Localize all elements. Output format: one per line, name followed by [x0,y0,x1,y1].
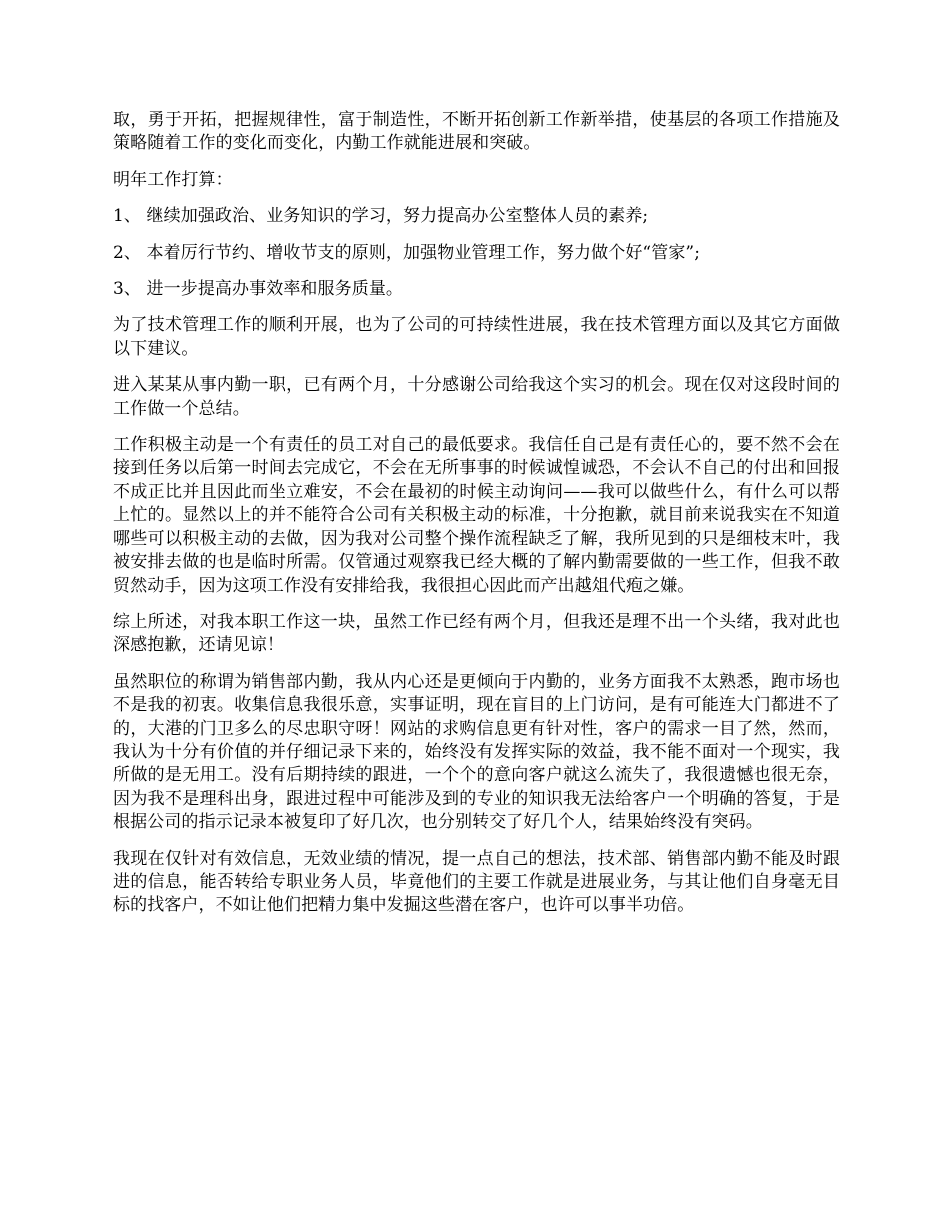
list-number: 3、 [113,279,147,300]
paragraph: 综上所述，对我本职工作这一块，虽然工作已经有两个月，但我还是理不出一个头绪，我对此也深感抱歉，还请见谅！ [113,611,840,656]
paragraph: 虽然职位的称谓为销售部内勤，我从内心还是更倾向于内勤的，业务方面我不太熟悉，跑市场也不是我的初衷。收集信息我很乐意，实事证明，现在盲目的上门访问，是有可能连大门都进不了的，大港的门卫多么的尽忠职守呀！网站的求购信息更有针对性，客户的需求一目了然，然而，我认为十分有价值的并仔细记录下来的，始终没有发挥实际的效益，我不能不面对一个现实，我所做的是无用工。没有后期持续的跟进，一个个的意向客户就这么流失了，我很遗憾也很无奈，因为我不是理科出身，跟进过程中可能涉及到的专业的知识我无法给客户一个明确的答复，于是根据公司的指示记录本被复印了好几次，也分别转交了好几个人，结果始终没有突码。 [113,671,840,833]
list-text: 本着厉行节约、增收节支的原则，加强物业管理工作，努力做个好“管家”; [146,242,701,263]
list-item [113,205,840,228]
section-heading: 明年工作打算： [113,169,233,190]
list-item [113,242,840,265]
paragraph: 我现在仅针对有效信息，无效业绩的情况，提一点自己的想法，技术部、销售部内勤不能及时跟进的信息，能否转给专职业务人员，毕竟他们的主要工作就是进展业务，与其让他们自身毫无目标的找客户，不如让他们把精力集中发掘这些潜在客户，也许可以事半功倍。 [113,848,840,916]
paragraph: 取，勇于开拓，把握规律性，富于制造性，不断开拓创新工作新举措，使基层的各项工作措施及策略随着工作的变化而变化，内勤工作就能进展和突破。 [113,110,840,154]
document-body [113,109,840,931]
list-number: 2、 [113,242,147,263]
paragraph: 进入某某从事内勤一职，已有两个月，十分感谢公司给我这个实习的机会。现在仅对这段时间的工作做一个总结。 [113,375,840,419]
list-text: 继续加强政治、业务知识的学习，努力提高办公室整体人员的素养; [146,206,649,227]
paragraph: 为了技术管理工作的顺利开展，也为了公司的可持续性进展，我在技术管理方面以及其它方面做以下建议。 [113,315,840,359]
list-item [113,278,840,301]
list-number: 1、 [113,206,147,227]
paragraph: 工作积极主动是一个有责任的员工对自己的最低要求。我信任自己是有责任心的，要不然不会在接到任务以后第一时间去完成它，不会在无所事事的时候诚惶诚恐，不会认不自己的付出和回报不成正比并且因此而坐立难安，不会在最初的时候主动询问——我可以做些什么，有什么可以帮上忙的。显然以上的并不能符合公司有关积极主动的标准，十分抱歉，就目前来说我实在不知道哪些可以积极主动的去做，因为我对公司整个操作流程缺乏了解，我所见到的只是细枝末叶，我被安排去做的也是临时所需。仅管通过观察我已经大概的了解内勤需要做的一些工作，但我不敢贸然动手，因为这项工作没有安排给我，我很担心因此而产出越俎代疱之嫌。 [113,435,840,596]
list-text: 进一步提高办事效率和服务质量。 [146,279,404,300]
